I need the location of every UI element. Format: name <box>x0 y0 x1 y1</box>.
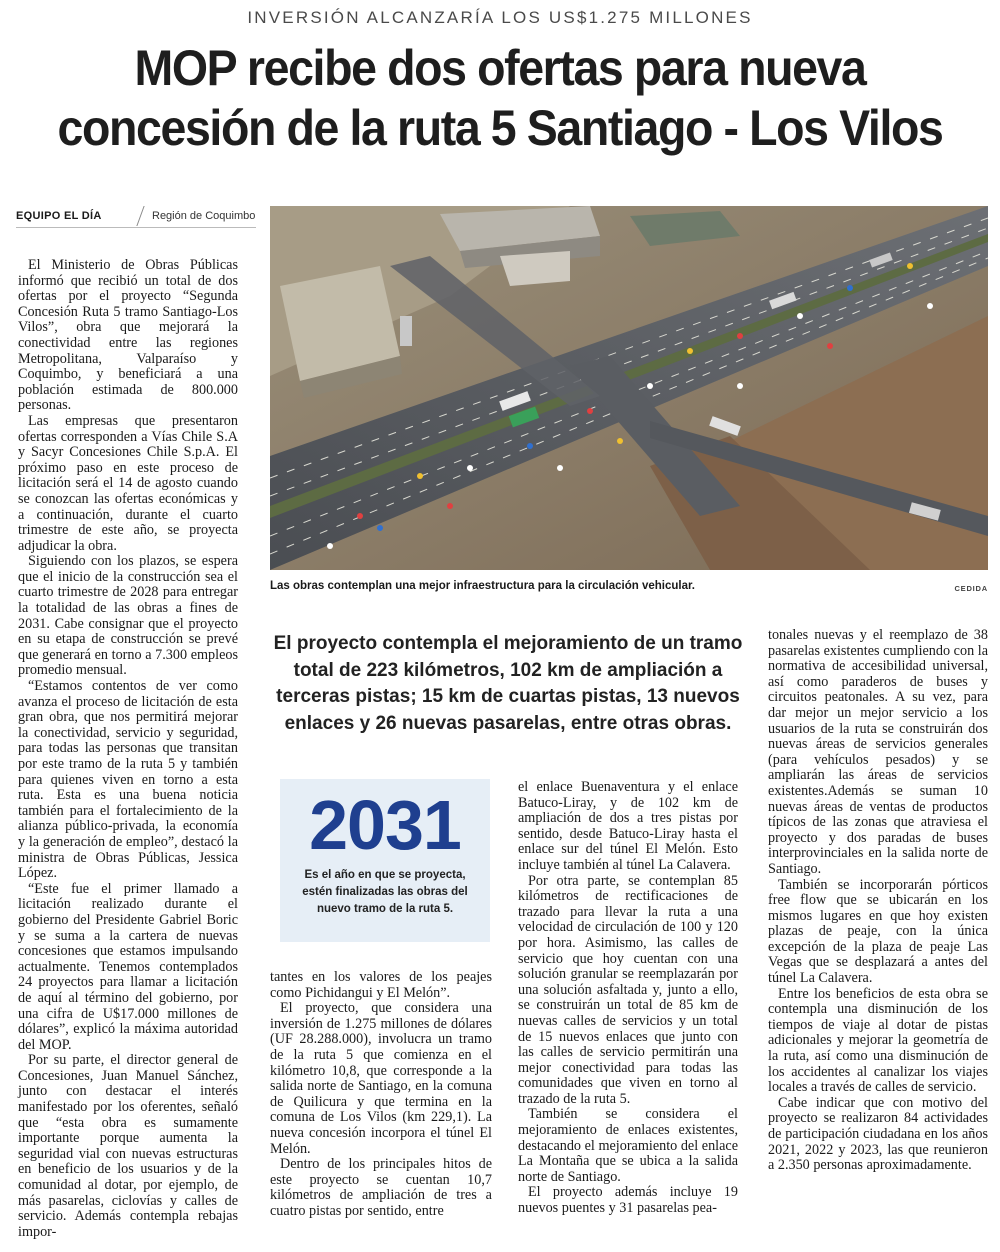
headline-line-2: concesión de la ruta 5 Santiago - Los Vilos <box>57 100 943 156</box>
paragraph: El Ministerio de Obras Públicas informó que recibió un total de dos ofertas por el proyecto “Segunda Concesión Ruta 5 tramo Santiago-Los Vilos”, obra que mejorará la conectividad entre las regiones Metropolitana, Valparaíso y Coquimbo, y beneficiará a una población estimada de 800.000 personas. <box>18 257 238 414</box>
byline <box>16 206 256 228</box>
paragraph: Siguiendo con los plazos, se espera que el inicio de la construcción sea el cuarto trimestre de 2028 para entregar la totalidad de las obras a fines de 2031. Cabe consignar que el proyecto en su etapa de construcción se prevé que generará en torno a 7.300 empleos promedio mensual. <box>18 553 238 679</box>
headline <box>35 38 965 158</box>
paragraph: También se considera el mejoramiento de enlaces existentes, destacando el mejoramiento del enlace La Montaña que se ubica a la salida norte de Santiago. <box>518 1106 738 1185</box>
highway-render-photo <box>270 206 988 570</box>
headline-line-1: MOP recibe dos ofertas para nueva <box>134 40 866 96</box>
stat-description: Es el año en que se proyecta, estén finalizadas las obras del nuevo tramo de la ruta 5. <box>302 869 468 915</box>
photo-caption: Las obras contemplan una mejor infraestructura para la circulación vehicular. <box>270 580 696 592</box>
stat-box <box>280 779 490 942</box>
article-column-2 <box>270 970 492 1220</box>
paragraph: “Este fue el primer llamado a licitación realizado durante el gobierno del Presidente Gabriel Boric y se suma a la cartera de nuevas concesiones que estamos impulsando actualmente. Tenemos contemplados 24 proyectos para llamar a licitación de aquí al término del gobierno, por una cifra de U$17.000 millones de dólares”, explicó la máxima autoridad del MOP. <box>18 880 238 1053</box>
paragraph: Por su parte, el director general de Concesiones, Juan Manuel Sánchez, junto con destacar el interés manifestado por los oferentes, señaló que “esta obra es sumamente importante porque aumenta la seguridad vial con nuevas estructuras en beneficio de los usuarios y de la comunidad al dotar, por ejemplo, de más pasarelas, ciclovías y calles de servicio. Además contempla rebajas impor- <box>18 1052 238 1240</box>
paragraph: tantes en los valores de los peajes como Pichidangui y El Melón”. <box>270 969 492 1001</box>
kicker: INVERSIÓN ALCANZARÍA LOS US$1.275 MILLONES <box>247 8 753 27</box>
paragraph: el enlace Buenaventura y el enlace Batuco-Liray, y de 102 km de ampliación de dos a tres pistas por sentido, desde Batuco-Liray hasta el enlace sur del túnel El Melón. Esto incluye también al túnel La Calavera. <box>518 779 738 873</box>
pull-quote: El proyecto contempla el mejoramiento de un tramo total de 223 kilómetros, 102 km de ampliación a terceras pistas; 15 km de cuartas pistas, 13 nuevos enlaces y 26 nuevas pasarelas, entre otras obras. <box>273 633 743 734</box>
byline-author: EQUIPO EL DÍA <box>16 210 102 222</box>
highway-illustration <box>270 206 988 570</box>
byline-region: Región de Coquimbo <box>152 210 256 222</box>
paragraph: Cabe indicar que con motivo del proyecto se realizaron 84 actividades de participación ciudadana en los años 2021, 2022 y 2023, las que reunieron a 2.350 personas aproximadamente. <box>768 1094 988 1174</box>
paragraph: “Estamos contentos de ver como avanza el proceso de licitación de esta gran obra, que nos permitirá mejorar la conectividad, servicio y seguridad, para todas las personas que transitan por este tramo de la ruta 5 y también para quienes viven en torno a esta ruta. Esta es una buena noticia también para el fortalecimiento de la alianza público-privada, la economía y la generación de empleo”, destacó la ministra de Obras Públicas, Jessica López. <box>18 678 238 882</box>
article-column-1 <box>18 258 238 1240</box>
article-column-4 <box>768 628 988 1174</box>
paragraph: Por otra parte, se contemplan 85 kilómetros de rectificaciones de trazado para llevar la ruta a una velocidad de circulación de 100 y 120 por hora. Asimismo, las calles de servicio que hoy cuentan con una solución granular se reemplazarán por una solución asfaltada y, junto a ello, se construirán un total de 85 km de nuevas calles de servicios y un total de 15 nuevos enlaces que junto con las calles de servicio permitirán una mejor conectividad para todas las comunidades que viven en torno al trazado de la ruta 5. <box>518 872 738 1107</box>
photo-credit: CEDIDA <box>954 584 988 593</box>
article-column-3 <box>518 780 738 1217</box>
paragraph: El proyecto, que considera una inversión de 1.275 millones de dólares (UF 28.288.000), involucra un tramo de la ruta 5 que comienza en el kilómetro 10,8, que corresponde a la salida norte de Santiago, en la comuna de Quilicura y que termina en la comuna de Los Vilos (km 229,1). La nueva concesión incorpora el túnel El Melón. <box>270 1000 492 1157</box>
paragraph: Dentro de los principales hitos de este proyecto se cuentan 10,7 kilómetros de ampliación de tres a cuatro pistas por sentido, entre <box>270 1156 492 1219</box>
paragraph: Entre los beneficios de esta obra se contempla una disminución de los tiempos de viaje al dotar de pistas adicionales y mejorar la geometría de la ruta, así como una disminución de los accidentes al canalizar los viajes locales a través de calles de servicio. <box>768 985 988 1096</box>
paragraph: Las empresas que presentaron ofertas corresponden a Vías Chile S.A y Sacyr Concesiones Chile S.p.A. El próximo paso en este proceso de licitación será el 14 de agosto cuando se conozcan las ofertas económicas y a continuación, durante el cuarto trimestre de este año, se proyecta adjudicar la obra. <box>18 412 238 554</box>
stat-number: 2031 <box>309 786 461 864</box>
byline-separator <box>136 206 144 226</box>
paragraph: tonales nuevas y el reemplazo de 38 pasarelas existentes cumpliendo con la normativa de accesibilidad universal, así como paraderos de buses y circuitos peatonales. A su vez, para dar mejor un mejor servicio a los usuarios de la ruta se construirán dos nuevas áreas de servicios generales (para vehículos pesados) y se ampliarán las áreas de servicios existentes.Además se suman 10 nuevas áreas de ventas de productos típicos de las zonas que atraviesa el proyecto y dos paradas de buses interprovinciales en la salida norte de Santiago. <box>768 627 988 877</box>
paragraph: También se incorporarán pórticos free flow que se ubicarán en los mismos lugares en que hoy existen plazas de peaje, con la única excepción de la plaza de peaje Las Vegas que se desplazará a antes del túnel La Calavera. <box>768 876 988 987</box>
paragraph: El proyecto además incluye 19 nuevos puentes y 31 pasarelas pea- <box>518 1184 738 1217</box>
